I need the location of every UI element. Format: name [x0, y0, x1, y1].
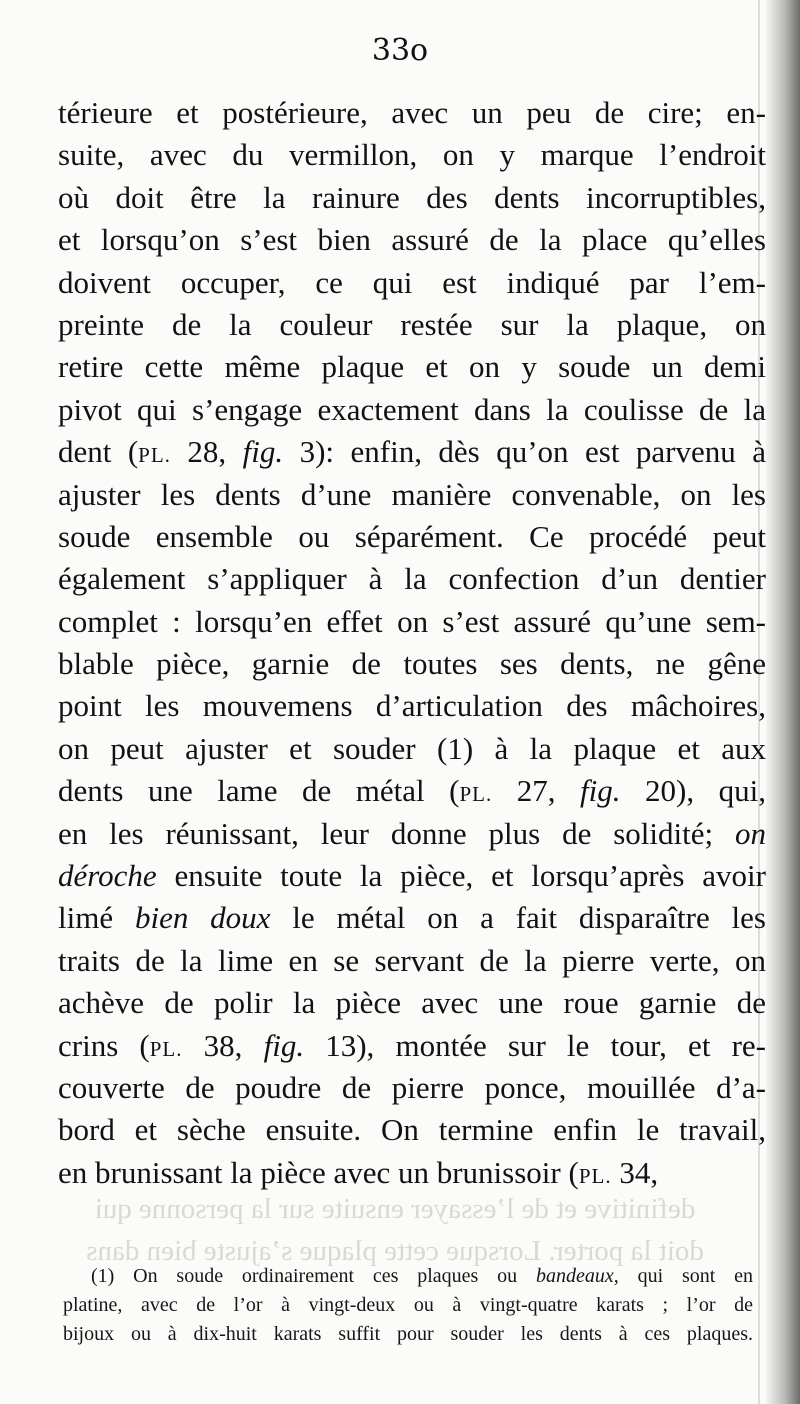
line-text: soude ensemble ou séparément. Ce procédé peut [58, 518, 766, 554]
line-text: ensuite toute la pièce, et lorsqu’après avoir [156, 858, 766, 894]
line-text: couverte de poudre de pierre ponce, mouillée d’a- [58, 1069, 766, 1105]
text-line [58, 92, 766, 134]
italic-text: on [735, 815, 766, 851]
text-line [58, 643, 766, 685]
line-text: également s’appliquer à la confection d’un dentier [58, 561, 766, 597]
body-text [58, 92, 766, 1194]
line-text: 38, [182, 1027, 264, 1063]
line-text: doivent occuper, ce qui est indiqué par l’em- [58, 264, 766, 300]
line-text: 27, [492, 773, 581, 809]
footnote-text: , qui sont en [613, 1265, 753, 1287]
line-text: bord et sèche ensuite. On termine enfin le travail, [58, 1112, 766, 1148]
text-line [58, 813, 766, 855]
line-text: en les réunissant, leur donne plus de solidité; [58, 815, 735, 851]
line-text: où doit être la rainure des dents incorruptibles, [58, 179, 766, 215]
line-text: 3): enfin, dès qu’on est parvenu à [283, 434, 766, 470]
line-text: achève de polir la pièce avec une roue garnie de [58, 985, 766, 1021]
line-text: en brunissant la pièce avec un brunissoir ( [58, 1154, 579, 1190]
text-line [58, 177, 766, 219]
line-text: 13), montée sur le tour, et re- [304, 1027, 766, 1063]
italic-text: fig. [242, 434, 284, 470]
line-text: pivot qui s’engage exactement dans la coulisse de la [58, 391, 766, 427]
text-line [58, 982, 766, 1024]
footnote [63, 1262, 753, 1349]
plate-abbrev: PL. [578, 1163, 612, 1188]
text-line [58, 1109, 766, 1151]
bleed-through-text [0, 1188, 790, 1272]
line-text: blable pièce, garnie de toutes ses dents, ne gêne [58, 646, 766, 682]
line-text: preinte de la couleur restée sur la plaque, on [58, 306, 766, 342]
plate-abbrev: PL. [138, 443, 171, 468]
line-text: limé [58, 900, 135, 936]
text-line [58, 262, 766, 304]
text-line [58, 431, 766, 473]
text-line [58, 685, 766, 727]
plate-abbrev: PL. [459, 782, 493, 807]
line-text: point les mouvemens d’articulation des mâchoires, [58, 688, 766, 724]
line-text: crins ( [58, 1027, 150, 1063]
footnote-line-2: platine, avec de l’or à vingt-deux ou à vingt-quatre karats ; l’or de [63, 1294, 753, 1316]
line-text: on peut ajuster et souder (1) à la plaque et aux [58, 730, 766, 766]
line-text: ajuster les dents d’une manière convenable, on les [58, 476, 766, 512]
text-line [58, 346, 766, 388]
line-text: complet : lorsqu’en effet on s’est assuré qu’une sem- [58, 603, 766, 639]
bleed-line-1: definitive et de l’essayer ensuite sur la personne qui [94, 1193, 696, 1225]
text-line [58, 601, 766, 643]
text-line [58, 389, 766, 431]
italic-text: bien doux [134, 900, 271, 936]
text-line [58, 770, 766, 812]
text-line [58, 1067, 766, 1109]
italic-text: déroche [58, 858, 157, 894]
text-line [58, 304, 766, 346]
footnote-text: (1) On soude ordinairement ces plaques ou [91, 1265, 536, 1287]
line-text: traits de la lime en se servant de la pierre verte, on [58, 942, 766, 978]
text-line [58, 1025, 766, 1067]
text-line [58, 558, 766, 600]
text-line [58, 855, 766, 897]
footnote-line-1 [63, 1262, 753, 1291]
line-text: 28, [170, 434, 243, 470]
bleed-line-2: doit la porter. Lorsque cette plaque s’ajuste bien dans [86, 1235, 704, 1267]
line-text: et lorsqu’on s’est bien assuré de la place qu’elles [58, 222, 766, 258]
text-line [58, 134, 766, 176]
text-line [58, 897, 766, 939]
page-number: 33o [371, 33, 429, 68]
plate-abbrev: PL. [149, 1036, 183, 1061]
line-text: le métal on a fait disparaître les [270, 900, 766, 936]
line-text: dent ( [58, 434, 139, 470]
text-line [58, 940, 766, 982]
line-text: dents une lame de métal ( [58, 773, 460, 809]
footnote-italic: bandeaux [536, 1265, 614, 1287]
text-line [58, 728, 766, 770]
line-text: retire cette même plaque et on y soude un demi [58, 349, 766, 385]
text-line [58, 474, 766, 516]
footnote-line-3: bijoux ou à dix-huit karats suffit pour souder les dents à ces plaques. [63, 1323, 753, 1345]
italic-text: fig. [263, 1027, 305, 1063]
italic-text: fig. [580, 773, 621, 809]
line-text: 34, [611, 1154, 659, 1190]
line-text: térieure et postérieure, avec un peu de cire; en- [58, 95, 766, 130]
text-line [58, 516, 766, 558]
line-text: suite, avec du vermillon, on y marque l’endroit [58, 137, 766, 173]
line-text: 20), qui, [620, 773, 766, 809]
text-line [58, 219, 766, 261]
